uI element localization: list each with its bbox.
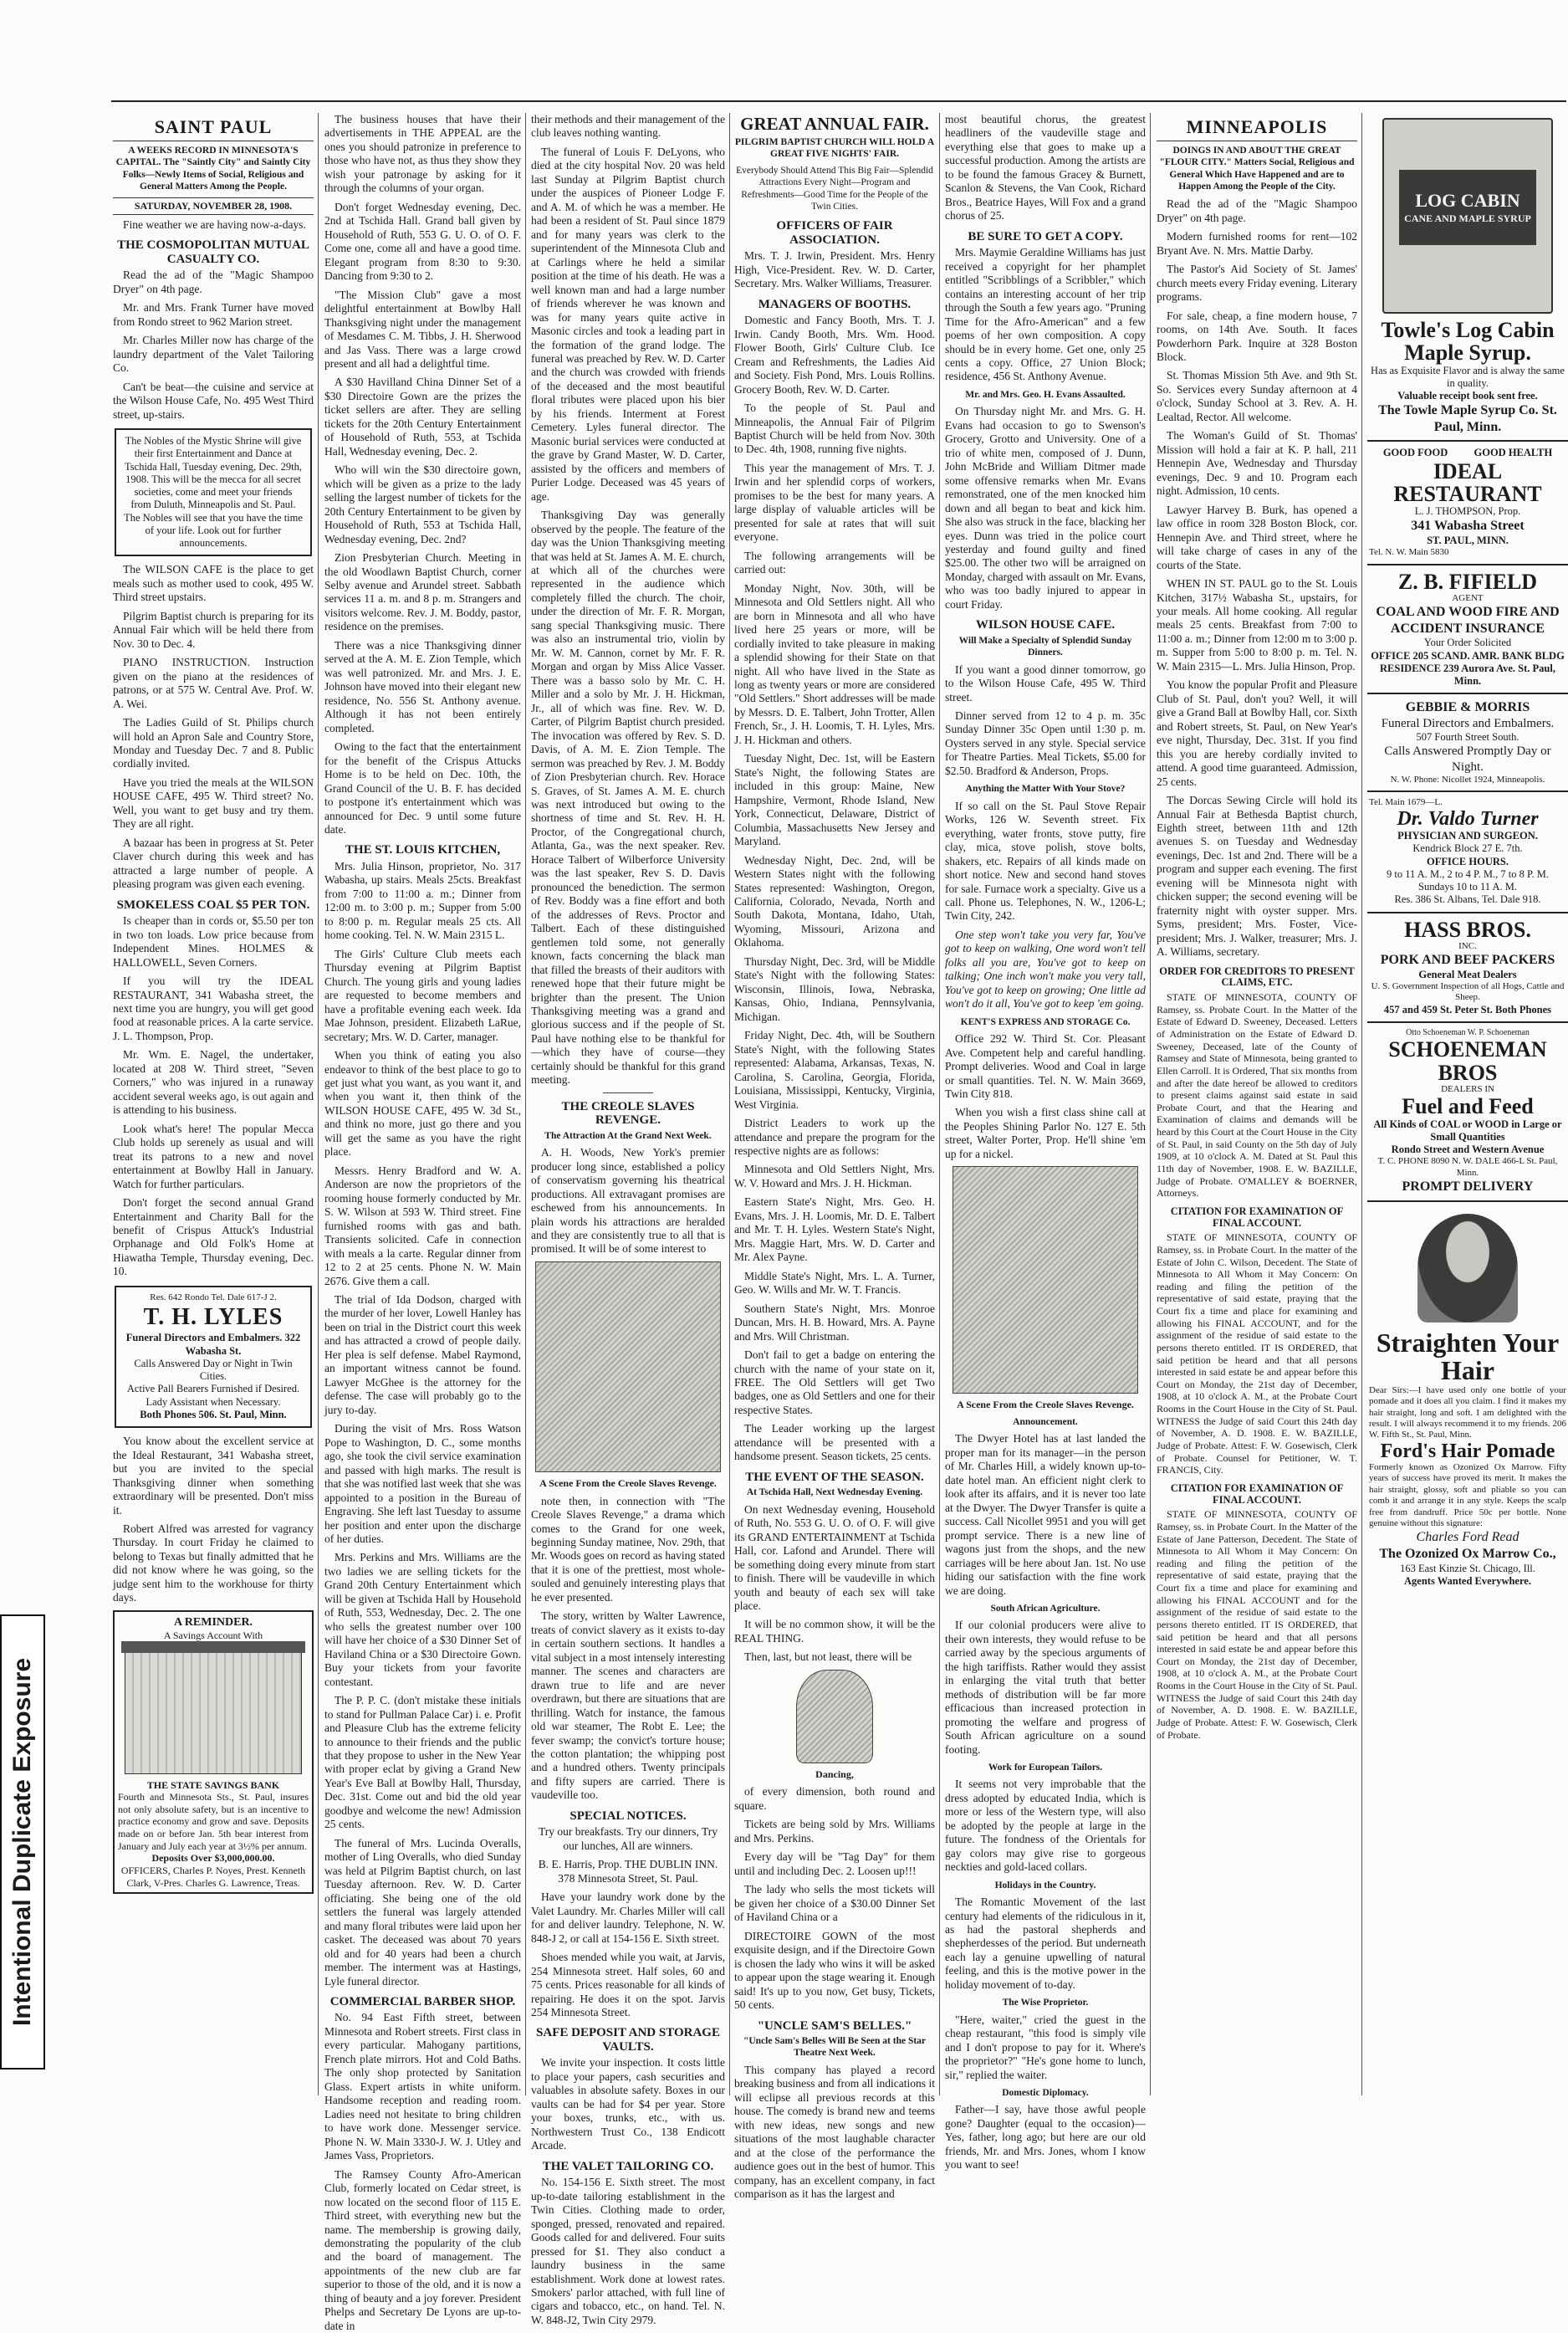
column-3 bbox=[531, 113, 725, 2326]
hair-signature: Charles Ford Read bbox=[1416, 1530, 1519, 1545]
stamp-text: Intentional Duplicate Exposure bbox=[8, 1657, 37, 2027]
item: Shoes mended while you wait, at Jarvis, 254 Minnesota street. Half soles, 60 and 75 cents. Prices reasonable for all kinds of repairing. He does it on the spot. Jarvis 254 Minnesota Street. bbox=[531, 1951, 725, 2018]
subhead: Will Make a Specialty of Splendid Sunday Dinners. bbox=[958, 635, 1132, 658]
headline: "UNCLE SAM'S BELLES." bbox=[757, 2018, 912, 2033]
headline: SMOKELESS COAL $5 PER TON. bbox=[116, 898, 310, 912]
subhead: Domestic Diplomacy. bbox=[1002, 2088, 1089, 2099]
item: This year the management of Mrs. T. J. Irwin and her splendid corps of workers, promises to be the best for many years. A large display of valuable articles will be presented for sale at rates that will suit everyone. bbox=[734, 461, 935, 544]
item: A $30 Havilland China Dinner Set of a $30 Directoire Gown are the prizes the ticket sellers are after. They are selling tickets for the 20th Century Entertainment of Household of Ruth, 553, at Tschida Hall, Wednesday evening, Dec. 2. bbox=[324, 376, 521, 458]
column-minneapolis bbox=[1157, 113, 1357, 2095]
schoeneman-bros-ad bbox=[1367, 1023, 1568, 1202]
item: Wednesday Night, Dec. 2nd, will be Western States night with the following States represented: Washington, Oregon, California, Colorado, Nevada, North and South Dakota, Montana, Idaho, Utah, Wyoming, Missouri, Arizona and Oklahoma. bbox=[734, 853, 935, 949]
item: Mr. Wm. E. Nagel, the undertaker, located at 208 W. Third street, "Seven Corners," who was injured in a runaway accident several weeks ago, is out again and is attending to his business. bbox=[113, 1048, 314, 1117]
woman-portrait-illustration bbox=[1417, 1214, 1518, 1323]
item: You know the popular Profit and Pleasure Club of St. Paul, don't you? Well, it will give a Grand Ball at Bowlby Hall, cor. Sixth and Robert streets, St. Paul, on New Year's eve night, Thursday, Dec. 31st. If you find this you are hereby cordially invited to attend. A good time guaranteed. Admission, 25 cents. bbox=[1157, 678, 1357, 788]
item: This company has played a record breaking business and from all indications it will eclipse all previous records at this house. The comedy is brand new and teems with new ideas, new songs and new situations of the most laughable character and at the close of the performance the audience goes out in the best of humor. This company, has an excellent company, in fact comparison as it has the largest and bbox=[734, 2063, 935, 2200]
fifield-res: RESIDENCE 239 Aurora Ave. St. Paul, Minn. bbox=[1380, 662, 1555, 688]
item: Have you tried the meals at the WILSON HOUSE CAFE, 495 W. Third street? No. Well, you want to get busy and try them. They are all right. bbox=[113, 775, 314, 831]
item: It seems not very improbable that the dress adopted by educated India, which is more or less of the Western type, will also be adopted by the people at large in the future. The fondness of the Orientals for gay colors may give rise to gorgeous neckties and gold-laced collars. bbox=[945, 1778, 1146, 1874]
item: Then, last, but not least, there will be bbox=[744, 1650, 912, 1664]
item: Father—I say, have those awful people gone? Daughter (equal to the occasion)—Yes, father, long ago; but here are our old friends, Mr. and Mrs. Jones, whom I know you want to see! bbox=[945, 2103, 1146, 2172]
sch-coal: All Kinds of COAL or WOOD in Large or Small Quantities bbox=[1373, 1118, 1562, 1143]
item: Thanksgiving Day was generally observed by the people. The feature of the day was the Union Thanksgiving meeting that was held at St. James A. M. E. church, at which all of the churches were represented in the audience which completely filled the church. The choir, under the direction of Mr. F. R. Morgan, sang special Thanksgiving music. There was also an instrumental trio, violin by Mr. W. M. Cannon, cornet by Mr. F. R. Morgan and organ by Miss Alice Vasser. There was a basso solo by Mr. C. H. Miller and a solo by Mr. J. H. Hickman, Jr., all of which was fine. Rev. W. D. Carter, of Pilgrim Baptist church presided. The invocation was offered by Rev. S. D. Davis, of A. M. E. Zion Temple. The sermon was preached by Rev. J. M. Boddy of Zion Presbyterian church. Rev. Horace S. Graves, of St. James A. M. E. church was next introduced but owing to the shortness of time and St. Rev. H. H. Proctor, of the Congregational church, Atlanta, Ga., was the next speaker. Rev. Horace Talbert of Wilberforce University was the last speaker, Rev S. D. Davis pronounced the benediction. The sermon of Rev. Boddy was a fine effort and both of the addresses of Revs. Proctor and Talbert. Each of these distinguished gentlemen told some, not generally known, facts concerning the black man that filled the breasts of their auditors with renewed hope that their future might be brighter than the present. The Union Thanksgiving meeting was a grand and glorious success and if the people of St. Paul have nothing else to be thankful for—which they have of course—they certainly should be thankful for this grand meeting. bbox=[531, 509, 725, 1087]
column-4 bbox=[734, 113, 935, 2200]
fifield-office: OFFICE 205 SCAND. AMR. BANK BLDG bbox=[1371, 649, 1565, 662]
item: WHEN IN ST. PAUL go to the St. Louis Kitchen, 317½ Wabasha St., upstairs, for your meals. All home cooking. All regular meals 25 cents. Breakfast from 7:00 to 11:00 a. m.; Dinner from 12:00 m to 3:00 p. m. Supper from 5:00 to 8:00 p. m. Tel. N. W. Main 2315—L. Mrs. Julia Hinson, Prop. bbox=[1157, 577, 1357, 673]
item: Mrs. Perkins and Mrs. Williams are the two ladies we are selling tickets for the Grand 20th Century Entertainment which will be given at Tschida Hall by Household of Ruth, 553, Wednesday, Dec. 2. The one who sells the greatest number over 100 will have her choice of a $30 Dinner Set of Haviland China or a $30 Directoire Gown. Buy your tickets from your favorite contestant. bbox=[324, 1551, 521, 1688]
legal-headline: CITATION FOR EXAMINATION OF FINAL ACCOUNT. bbox=[1170, 1481, 1344, 1506]
headline: COMMERCIAL BARBER SHOP. bbox=[329, 1994, 516, 2008]
turner-hours-heading: OFFICE HOURS. bbox=[1427, 855, 1509, 867]
item: Don't fail to get a badge on entering the church with the name of your state on it, FREE. The Old Settlers will get Two badges, one as Old Settlers and one for their respective States. bbox=[734, 1348, 935, 1416]
funeral-phone: N. W. Phone: Nicollet 1924, Minneapolis. bbox=[1390, 775, 1545, 785]
item: No. 94 East Fifth street, between Minnesota and Robert streets. First class in every particular. Mahogany partitions, French plate mirrors. Hot and Cold Baths. The only shop protected by Sanitation Glass. Expert artists in white uniform. Handsome reception and reading room. Ladies need not hesitate to bring children to have work done. Messenger service. Phone N. W. Main 3330-J. W. J. Utley and James Vass, Proprietors. bbox=[324, 2011, 521, 2162]
duplicate-exposure-stamp bbox=[0, 1614, 45, 2070]
hair-addr: 163 East Kinzie St. Chicago, Ill. bbox=[1400, 1562, 1535, 1574]
item: Office 292 W. Third St. Cor. Pleasant Ave. Competent help and careful handling. Prompt deliveries. Wood and Coal in large or small quantities. Tel. N. W. Main 3669, Twin City 818. bbox=[945, 1032, 1146, 1100]
item: of every dimension, both round and square. bbox=[734, 1785, 935, 1812]
dept-deck: DOINGS IN AND ABOUT THE GREAT "FLOUR CITY." Matters Social, Religious and General Which Have Happened and are to Happen Among the People of the City. bbox=[1159, 145, 1355, 192]
dateline: SATURDAY, NOVEMBER 28, 1908. bbox=[113, 197, 314, 215]
item: You know about the excellent service at the Ideal Restaurant, 341 Wabasha street, but you are invited to the special Thanksgiving dinner when something extraordinary will be presented. Don't miss it. bbox=[113, 1435, 314, 1517]
ideal-restaurant-ad bbox=[1367, 442, 1568, 565]
towle-co: The Towle Maple Syrup Co. St. Paul, Minn. bbox=[1378, 403, 1557, 434]
item: On Thursday night Mr. and Mrs. G. H. Evans had occasion to go to Swenson's Grocery, Grotto and University. One of a trio of white men, composed of J. Dunn, John McBride and William Ditmer made some offensive remarks when Mr. Evans remonstrated, one of the men knocked him down and all began to beat and kick him. She also was struck in the face, blacking her eyes. Dunn was tried in the police court yesterday and found guilty and fined $25.00. The other two will be arraigned on Monday, charged with assault on Mr. Evans, who was too badly injured to appear in court Friday. bbox=[945, 405, 1146, 611]
item: If you want a good dinner tomorrow, go to the Wilson House Cafe, 495 W. Third street. bbox=[945, 663, 1146, 703]
subhead: KENT'S EXPRESS AND STORAGE Co. bbox=[960, 1016, 1131, 1027]
item: A bazaar has been in progress at St. Peter Claver church during this week and has attracted a large number of people. A pleasing program was given each evening. bbox=[113, 836, 314, 891]
fifield-sub: AGENT bbox=[1452, 592, 1484, 603]
item: To the people of St. Paul and Minneapolis, the Annual Fair of Pilgrim Baptist Church will be held from Nov. 30th to Dec. 4th, 1908, running five nights. bbox=[734, 402, 935, 456]
item: Look what's here! The popular Mecca Club holds up serenely as usual and will treat its patrons to a new and novel entertainment at Bowlby Hall in January. Watch for further particulars. bbox=[113, 1122, 314, 1190]
sch-phone: T. C. PHONE 8090 N. W. DALE 466-L St. Paul, Minn. bbox=[1377, 1156, 1558, 1178]
item: The Leader working up the largest attendance will be presented with a handsome present. Season tickets, 25 cents. bbox=[734, 1422, 935, 1463]
divider bbox=[603, 1092, 653, 1093]
creole-scene-illustration-2 bbox=[953, 1166, 1138, 1394]
subhead: Anything the Matter With Your Stove? bbox=[965, 784, 1126, 795]
subhead: South African Agriculture. bbox=[990, 1603, 1101, 1614]
headline: THE CREOLE SLAVES REVENGE. bbox=[561, 1099, 695, 1128]
fifield-line: COAL AND WOOD FIRE AND ACCIDENT INSURANCE bbox=[1376, 605, 1560, 636]
turner-hours: 9 to 11 A. M., 2 to 4 P. M., 7 to 8 P. M. Sundays 10 to 11 A. M. bbox=[1386, 867, 1550, 893]
item: The Ramsey County Afro-American Club, formerly located on Cedar street, is now located on the second floor of 115 E. Third street, with everything new but the name. The membership is growing daily, demonstrating the popularity of the club and the board of management. The appointments of the new club are far superior to those of the old, and it is now a thing of beauty and a joy forever. President Phelps and Secretary De Lyons are up-to-date in bbox=[324, 2167, 521, 2332]
item: Dinner served from 12 to 4 p. m. 35c Sunday Dinner 35c Open until 1:30 p. m. Oysters served in any style. Special service for Theatre Parties. Meal Tickets, $5.00 for $2.50. Bradford & Anderson, Props. bbox=[945, 709, 1146, 777]
lyles-ad bbox=[115, 1286, 312, 1428]
headline: WILSON HOUSE CAFE. bbox=[975, 618, 1116, 632]
reminder-sub: A Savings Account With bbox=[163, 1629, 263, 1641]
item: Minnesota and Old Settlers Night, Mrs. W. V. Howard and Mrs. J. H. Hickman. bbox=[734, 1163, 935, 1190]
bank-building-illustration bbox=[125, 1647, 302, 1774]
item: their methods and their management of the club leaves nothing wanting. bbox=[531, 113, 725, 140]
item: We invite your inspection. It costs little to place your papers, cash securities and valuables in absolute safety. Boxes in our vaults can be had for $4 per year. Store your boxes, trunks, etc., with us. Northwestern Trust Co., 138 Endicott Arcade. bbox=[531, 2056, 725, 2152]
item: The Pastor's Aid Society of St. James' church meets every Friday evening. Literary programs. bbox=[1157, 263, 1357, 304]
item: The Dwyer Hotel has at last landed the proper man for its manager—in the person of Mr. Charles Hill, a widely known up-to-date hotel man. An efficient night clerk to look after its affairs, and it is never too late at the Dwyer. The Dwyer Transfer is quite a success. Call Nicollet 9951 and you will get prompt service. There is a new line of wagons just from the shops, and the new carriages will be here about Jan. 1st. No use hiding our satisfaction with the fine work we are doing. bbox=[945, 1432, 1146, 1597]
sch-top: Otto Schoeneman W. P. Schoeneman bbox=[1406, 1028, 1530, 1038]
item: Mrs. T. J. Irwin, President. Mrs. Henry High, Vice-President. Rev. W. D. Carter, Secretary. Mrs. Walker Williams, Treasurer. bbox=[734, 249, 935, 290]
headline: BE SURE TO GET A COPY. bbox=[968, 229, 1123, 243]
item: Tickets are being sold by Mrs. Williams and Mrs. Perkins. bbox=[734, 1818, 935, 1844]
towle-text: Has as Exquisite Flavor and is alway the same in quality. bbox=[1371, 364, 1565, 389]
legal-notice: STATE OF MINNESOTA, COUNTY OF Ramsey, ss. in Probate Court. In the matter of the Estate of John C. Wilson, Decedent. The State of Minnesota to All Whom it May Concern: On reading and filing the petition of the representative of said estate, praying that the Court fix a time and place for examining and allowing his FINAL ACCOUNT, and for the assignment of the residue of said estate to the persons thereto entitled. IT IS ORDERED, that said petition be heard and that all persons interested in said estate be and appear before this Court on Monday, the 21st day of December, 1908, at 10 o'clock A. M., at the Probate Court Rooms in the Court House in the City of St. Paul. WITNESS the Judge of said Court this 24th day of November, A. D. 1908. E. W. BAZILLE, Judge of Probate. Attest: F. W. Gosewisch, Clerk of Probate. Counsel for Petitioner, W. T. FRANCIS, City. bbox=[1157, 1231, 1357, 1476]
subhead: PILGRIM BAPTIST CHURCH WILL HOLD A GREAT FIVE NIGHTS' FAIR. bbox=[734, 137, 935, 160]
lyles-tel: Res. 642 Rondo Tel. Dale 617-J 2. bbox=[150, 1292, 277, 1302]
item: The Girls' Culture Club meets each Thursday evening at Pilgrim Baptist Church. The young girls and young ladies are requested to become members and have a profitable evening each week. Ida Mae Johnson, president. Elizabeth LaRue, secretary; Mrs. W. D. Carter, manager. bbox=[324, 947, 521, 1043]
item: The story, written by Walter Lawrence, treats of convict slavery as it exists to-day in certain southern sections. It handles a vital subject in a most intensely interesting manner. The scenes and characters are drawn true to life and are never overdrawn, but there are situations that are thrilling. Watch for instance, the famous old war steamer, The Robt E. Lee; the fever swamp; the convict's torture house; the cotton plantation; the whipping post and a hundred others. Twenty principals and fifty supers are carried. There is vaudeville too. bbox=[531, 1609, 725, 1802]
item: Middle State's Night, Mrs. L. A. Turner, Geo. W. Wills and Mr. W. T. Francis. bbox=[734, 1269, 935, 1297]
item: Robert Alfred was arrested for vagrancy Thursday. In court Friday he claimed to belong to Texas but finally admitted that he did not know where he was going, so the judge sent him to the workhouse for thirty days. bbox=[113, 1522, 314, 1604]
turner-block: Kendrick Block 27 E. 7th. bbox=[1412, 842, 1523, 855]
headline: SAFE DEPOSIT AND STORAGE VAULTS. bbox=[536, 2026, 720, 2054]
item: During the visit of Mrs. Ross Watson Pope to Washington, D. C., some months ago, she took the civil service examination and passed with high marks. The result is that she was notified last week that she was appointed to a position in the Bureau of Engraving. She left last Tuesday to assume her position and enter upon the discharge of her duties. bbox=[324, 1422, 521, 1545]
headline: MANAGERS OF BOOTHS. bbox=[758, 297, 912, 311]
hair-title: Straighten Your Hair bbox=[1376, 1327, 1560, 1386]
funeral-directors-ad bbox=[1367, 694, 1568, 792]
fifield-solicit: Your Order Solicited bbox=[1423, 637, 1512, 649]
hass-name: HASS BROS. bbox=[1404, 917, 1531, 942]
ideal-tel: Tel. N. W. Main 5830 bbox=[1369, 547, 1449, 558]
column-advertisements bbox=[1367, 113, 1568, 2095]
item: The P. P. C. (don't mistake these initials to stand for Pullman Palace Car) i. e. Profit and Pleasure Club has the extreme felicity to announce to their friends and the public that they propose to usher in the New Year with proper eclat by giving a Grand New Year's Eve Ball at Bowlby Hall, Thursday, Dec. 31st. Come out and bid the old year goodbye and welcome the new! Admission 25 cents. bbox=[324, 1694, 521, 1831]
column-divider bbox=[318, 113, 319, 2095]
item: The Dorcas Sewing Circle will hold its Annual Fair at Bethesda Baptist church, Eighth street, between 11th and 12th avenues S. on Tuesday and Wednesday evenings, Dec. 1st and 2nd. There will be a program and supper each evening. The first evening will be Minnesota night with chicken supper; the second evening will be fraternity night with oyster supper. Mrs. Syms, president; Mrs. Foster, Vice-president; Mrs. J. Walker, treasurer; Mrs. J. A. Williams, secretary. bbox=[1157, 794, 1357, 959]
illustration-caption: Dancing, bbox=[815, 1768, 854, 1780]
item: Pilgrim Baptist church is preparing for its Annual Fair which will be held there from Nov. 30 to Dec. 4. bbox=[113, 609, 314, 650]
sch-fuel: Fuel and Feed bbox=[1402, 1094, 1534, 1119]
hass-insp: U. S. Government Inspection of all Hogs, Cattle and Sheep. bbox=[1371, 981, 1565, 1003]
item: No. 154-156 E. Sixth street. The most up-to-date tailoring establishment in the Twin Cities. Clothing made to order, sponged, pressed, renovated and repaired. Goods called for and delivered. Four suits pressed for $1. They also conduct a laundry business in the same establishment. Work done at lowest rates. Smokers' parlor attached, with full line of cigars and tobacco, etc., on hand. Tel. N. W. 848-J2, Twin City 2979. bbox=[531, 2176, 725, 2326]
hass-inc: INC. bbox=[1458, 940, 1477, 951]
item: The Ladies Guild of St. Philips church will hold an Apron Sale and Country Store, Monday and Tuesday Dec. 7 and 8. Public cordially invited. bbox=[113, 716, 314, 770]
item: Mr. and Mrs. Frank Turner have moved from Rondo street to 962 Marion street. bbox=[113, 301, 314, 328]
item: The trial of Ida Dodson, charged with the murder of her lover, Lowell Hanley has been on trial in the District court this week and has attracted a crowd of people daily. Her plea is self defense. Mabel Raymond, an important witness cannot be found. Lawyer McGhee is the attorney for the defense. The case will probably go to the jury to-day. bbox=[324, 1293, 521, 1416]
item: The lady who sells the most tickets will be given her choice of a $30.00 Dinner Set of Haviland China or a bbox=[734, 1883, 935, 1924]
item: Monday Night, Nov. 30th, will be Minnesota and Old Settlers night. All who are born in Minnesota and all who have lived here 25 years or more, will be cordially invited to take pleasure in making a splendid showing for their State on that night. All who have lived in the State as long as twenty years or more are considered "Old Settlers." Short addresses will be made by Messrs. D. E. Talbert, John Trotter, Allen French, Sr., J. H. Loomis, T. H. Lyles, Mrs. J. H. Hickman and others. bbox=[734, 581, 935, 746]
item: Friday Night, Dec. 4th, will be Southern State's Night, with the following States represented: Alabama, Arkansas, Texas, N. Carolina, S. Carolina, Georgia, Florida, Louisiana, Mississippi, Kentucky, Virginia, West Virginia. bbox=[734, 1029, 935, 1111]
headline: THE EVENT OF THE SEASON. bbox=[745, 1470, 924, 1484]
towle-book: Valuable receipt book sent free. bbox=[1397, 390, 1538, 402]
column-divider bbox=[939, 113, 940, 2095]
funeral-addr: 507 Fourth Street South. bbox=[1416, 731, 1519, 744]
hair-co: The Ozonized Ox Marrow Co., bbox=[1379, 1546, 1556, 1561]
top-rule bbox=[111, 100, 1566, 102]
item: It will be no common show, it will be the REAL THING. bbox=[734, 1618, 935, 1645]
item: If you will try the IDEAL RESTAURANT, 341 Wabasha street, the next time you are hungry, you will get good food at reasonable prices. A la carte service. J. L. Thompson, Prop. bbox=[113, 975, 314, 1042]
subhead: Announcement. bbox=[1013, 1416, 1078, 1427]
item: Domestic and Fancy Booth, Mrs. T. J. Irwin. Candy Booth, Mrs. Wm. Hood. Flower Booth, Girls' Culture Club. Ice Cream and Refreshments, the Ladies Aid and Society. Fish Pond, Mrs. Louis Rollins. Grocery Booth, Rev. W. D. Carter. bbox=[734, 314, 935, 396]
item: When you think of eating you also endeavor to think of the best place to go to get just what you want, as you want it, and when you want it, then think of the WILSON HOUSE CAFE, 495 W. 3d St., and think no more, just go there and you will get the same as you have the right place. bbox=[324, 1049, 521, 1159]
headline-great-annual-fair: GREAT ANNUAL FAIR. bbox=[740, 114, 929, 134]
item: Don't forget Wednesday evening, Dec. 2nd at Tschida Hall. Grand ball given by Household of Ruth, 553 G. U. O. of O. F. Come one, come all and have a good time. Elegant program from 8:30 to 9:30. Dancing from 9:30 to 2. bbox=[324, 200, 521, 283]
item: "Here, waiter," cried the guest in the cheap restaurant, "this food is simply vile and I don't propose to pay for it. Where's the proprietor?" "He's gone home to lunch, sir," replied the waiter. bbox=[945, 2013, 1146, 2081]
fifield-ad bbox=[1367, 565, 1568, 695]
item: Southern State's Night, Mrs. Monroe Duncan, Mrs. H. B. Howard, Mrs. A. Payne and Mrs. Will Christman. bbox=[734, 1302, 935, 1343]
legal-notice: STATE OF MINNESOTA, COUNTY OF Ramsey, ss. in Probate Court. In the Matter of the Estate of Jane Patterson, Decedent. The State of Minnesota to All Whom it May Concern: On reading and filing the petition of the representative of said estate, praying that the Court fix a time and place for examining and allowing his FINAL ACCOUNT and for the assignment of the residue of said estate to the persons thereto entitled. IT IS ORDERED, that said petition be heard and that all persons interested in said estate be and appear before this Court on Monday, the 21st day of December, 1908, at 10 o'clock A. M., at the Probate Court Rooms in the Court House in the City of St. Paul. WITNESS the Judge of said Court this 24th day of November, A. D. 1908. E. W. BAZILLE, Judge of Probate. Attest: F. W. Gosewisch, Clerk of Probate. bbox=[1157, 1508, 1357, 1741]
item: For sale, cheap, a fine modern house, 7 rooms, on 14th Ave. South. It faces Powderhorn Park. Inquire at 328 Boston Block. bbox=[1157, 309, 1357, 364]
hair-name: Ford's Hair Pomade bbox=[1380, 1440, 1555, 1462]
headline: OFFICERS OF FAIR ASSOCIATION. bbox=[776, 219, 893, 247]
turner-title: PHYSICIAN AND SURGEON. bbox=[1397, 830, 1538, 842]
subhead: The Wise Proprietor. bbox=[1002, 1998, 1089, 2008]
item: St. Thomas Mission 5th Ave. and 9th St. So. Services every Sunday afternoon at 4 o'clock, Sunday School at 3. Rev. A. H. Lealtad, Rector. All welcome. bbox=[1157, 369, 1357, 423]
sch-delivery: PROMPT DELIVERY bbox=[1402, 1179, 1534, 1195]
item: Can't be beat—the cuisine and service at the Wilson House Cafe, No. 495 West Third street, up-stairs. bbox=[113, 380, 314, 421]
turner-res: Res. 386 St. Albans, Tel. Dale 918. bbox=[1394, 893, 1541, 906]
item: Is cheaper than in cords or, $5.50 per ton in two ton loads. Low price because from Independent Mines. HOLMES & HALLOWELL, Seven Corners. bbox=[113, 914, 314, 969]
headline: THE ST. LOUIS KITCHEN, bbox=[345, 843, 501, 857]
item: When you wish a first class shine call at the Peoples Shining Parlor No. 127 E. 5th street, Walter Porter, Prop. He'll shine 'em up for a nickel. bbox=[945, 1106, 1146, 1160]
item: There was a nice Thanksgiving dinner served at the A. M. E. Zion Temple, which was well patronized. Mr. and Mrs. J. E. Johnson have moved into their elegant new residence, No. 556 St. Anthony avenue. Although it has not been entirely completed. bbox=[324, 638, 521, 734]
illustration-caption: A Scene From the Creole Slaves Revenge. bbox=[539, 1476, 717, 1489]
dept-title-saint-paul: SAINT PAUL bbox=[113, 116, 314, 141]
bank-officers: OFFICERS, Charles P. Noyes, Prest. Kenneth Clark, V-Pres. Charles G. Lawrence, Treas. bbox=[120, 1864, 306, 1889]
item: Tuesday Night, Dec. 1st, will be Eastern State's Night, the following States are included in this group: Maine, New Hampshire, Vermont, Rhode Island, New York, Connecticut, Delaware, District of Columbia, Massachusetts New Jersey and Maryland. bbox=[734, 752, 935, 848]
funeral-name: GEBBIE & MORRIS bbox=[1405, 700, 1530, 715]
item: The funeral of Louis F. DeLyons, who died at the city hospital Nov. 20 was held last Sunday at Pilgrim Baptist church under the auspices of Pioneer Lodge F. and A. M. of which he was a member. He had been a resident of St. Paul since 1879 and for many years was clerk to the superintendent of the Minnesota Club and at Carlings where he held a similar position at the time of his death. He was a well known man and had a large number of friends wherever he was known and was for many years quite active in Masonic circles and took a leading part in the formation of the grand lodge. The funeral was preached by Rev. W. D. Carter and the church was crowded with friends of the deceased and the most beautiful floral tributes were placed upon his bier by his friends. Interment at Forest Cemetery. Lyles funeral director. The Masonic burial services were conducted at the grave by Grand Master, W. D. Carter, assisted by the officers and members of Purier Lodge. Deceased was 45 years of age. bbox=[531, 145, 725, 503]
dept-deck: A WEEKS RECORD IN MINNESOTA'S CAPITAL. The "Saintly City" and Saintly City Folks—Newly Items of Social, Religious and General Matters Among the People. bbox=[115, 145, 311, 192]
subhead: Mr. and Mrs. Geo. H. Evans Assaulted. bbox=[965, 389, 1126, 400]
item: Mr. Charles Miller now has charge of the laundry department of the Valet Tailoring Co. bbox=[113, 334, 314, 375]
item: Don't forget the second annual Grand Entertainment and Charity Ball for the benefit of Crispus Attuck's Industrial Orphanage and Old Folk's Home at Hiawatha Temple, Thursday evening, Dec. 10. bbox=[113, 1196, 314, 1278]
reminder-title: A REMINDER. bbox=[173, 1615, 253, 1629]
item: The following arrangements will be carried out: bbox=[734, 549, 935, 576]
lyles-phones: Both Phones 506. St. Paul, Minn. bbox=[140, 1408, 287, 1420]
item: One step won't take you very far, You've got to keep on walking, One word won't tell folks all you are, You've got to keep on talking; One inch won't make you very tall, You've got to keep on growing; One little ad won't do it all, You've got to keep 'em going. bbox=[945, 928, 1146, 1010]
subhead: The Attraction At the Grand Next Week. bbox=[544, 1130, 712, 1141]
item: Eastern State's Night, Mrs. Geo. H. Evans, Mrs. J. H. Loomis, Mr. D. E. Talbert and Mr. T. H. Lyles. Western State's Night, Mrs. Maggie Hart, Mrs. W. D. Carter and Mr. Alex Payne. bbox=[734, 1195, 935, 1264]
legal-headline: ORDER FOR CREDITORS TO PRESENT CLAIMS, ETC. bbox=[1159, 964, 1355, 989]
item: Read the ad of the "Magic Shampoo Dryer" on 4th page. bbox=[1157, 197, 1357, 224]
item: On next Wednesday evening, Household of Ruth, No. 553 G. U. O. of O. F. will give its GRAND ENTERTAINMENT at Tschida Hall, cor. Lafond and Arundel. There will be something doing every minute from start to finish. There will be vaudeville in which youth and beauty of each sex will take place. bbox=[734, 1502, 935, 1612]
column-divider bbox=[1150, 113, 1151, 2095]
lyles-name: T. H. LYLES bbox=[143, 1304, 283, 1331]
item: DIRECTOIRE GOWN of the most exquisite design, and if the Directoire Gown is chosen the lady who wins it will be asked to appear upon the stage wearing it. Enough said! It's up to you now, Get busy, Tickets, 50 cents. bbox=[734, 1929, 935, 2012]
item: The funeral of Mrs. Lucinda Overalls, mother of Ling Overalls, who died Sunday was held at Pilgrim Baptist church, on last Tuesday afternoon. Rev. W. D. Carter officiating. She being one of the old settlers the funeral was largely attended and many floral tributes were laid upon her casket. The deceased was about 70 years old and for 40 years had been a church member. The interment was at Hastings, Lyle funeral director. bbox=[324, 1836, 521, 1988]
item: Thursday Night, Dec. 3rd, will be Middle State's Night with the following States: Wisconsin, Illinois, Iowa, Nebraska, Kansas, Ohio, Indiana, Pennsylvania, Michigan. bbox=[734, 954, 935, 1023]
bank-deposits: Deposits Over $3,000,000.00. bbox=[151, 1852, 275, 1865]
mystic-shrine-notice: The Nobles of the Mystic Shrine will give their first Entertainment and Dance at Tschida Hall, Tuesday evening, Dec. 29th, 1908. This will be the mecca for all secret societies, come and meet your friends from Duluth, Minneapolis and St. Paul. The Nobles will see that you have the time of your life. Look out for further announcements. bbox=[115, 428, 312, 556]
item: note then, in connection with "The Creole Slaves Revenge," a drama which comes to the Grand for one week, beginning Sunday matinee, Nov. 29th, that Mr. Woods goes on record as having stated that it is one of the prettiest, most whole-souled and genuinely interesting plays that he ever presented. bbox=[531, 1494, 725, 1604]
dept-title-minneapolis: MINNEAPOLIS bbox=[1157, 116, 1357, 141]
hair-text: Dear Sirs:—I have used only one bottle of your pomade and it does all you claim. I find it makes my hair straight, long and soft. I am delighted with the result. I will always recommend it to my friends. 206 W. Fifth St., St. Paul, Minn. bbox=[1369, 1384, 1566, 1440]
ideal-addr: 341 Wabasha Street bbox=[1411, 519, 1525, 534]
tin-sub: CANE AND MAPLE SYRUP bbox=[1404, 212, 1531, 225]
item: The WILSON CAFE is the place to get meals such as mother used to cook, 495 W. Third street upstairs. bbox=[113, 563, 314, 604]
ideal-top: GOOD FOOD GOOD HEALTH bbox=[1382, 447, 1553, 459]
column-divider bbox=[1361, 113, 1362, 2095]
item: A. H. Woods, New York's premier producer long since, established a policy of conservatism governing his theatrical productions. All extravagant promises are eschewed from his announcements. In plain words his attractions are heralded and they are consistently true to all that is promised. It will be of some interest to bbox=[531, 1146, 725, 1256]
ideal-city: ST. PAUL, MINN. bbox=[1427, 534, 1509, 546]
ideal-name: IDEAL RESTAURANT bbox=[1393, 458, 1542, 506]
bank-name: THE STATE SAVINGS BANK bbox=[146, 1778, 280, 1791]
item: Lawyer Harvey B. Burk, has opened a law office in room 328 Boston Block, cor. Hennepin Ave. and Third street, where he will take charge of cases in any of the courts of the State. bbox=[1157, 503, 1357, 571]
sch-name: SCHOENEMAN BROS bbox=[1388, 1037, 1547, 1085]
item: Every day will be "Tag Day" for them until and including Dec. 2. Loosen up!!! bbox=[734, 1850, 935, 1877]
ideal-prop: L. J. THOMPSON, Prop. bbox=[1414, 505, 1521, 518]
item: Who will win the $30 directoire gown, which will be given as a prize to the lady selling the largest number of tickets for the 20th Century Entertainment to be given by Household of Ruth, 553 at Tschida Hall, Wednesday evening, Dec. 2nd? bbox=[324, 463, 521, 545]
lyles-calls: Calls Answered Day or Night in Twin Cities. bbox=[134, 1357, 293, 1383]
bank-text: Fourth and Minnesota Sts., St. Paul, insures not only absolute safety, but is an incentive to practice economy and grow and save. Deposits made on or before Jan. 5th bear interest from January and July each year at 3½% per annum. bbox=[118, 1791, 309, 1852]
towle-title: Towle's Log Cabin Maple Syrup. bbox=[1381, 318, 1555, 366]
item: most beautiful chorus, the greatest headliners of the vaudeville stage and everything else that goes to make up a successful production. Among the artists are to be found the famous Gracey & Burnett, Scanlon & Stevens, the Van Cook, Richard Bros., Beatrice Hayes, Will Fox and a grand chorus of 25. bbox=[945, 113, 1146, 223]
turner-name: Dr. Valdo Turner bbox=[1397, 807, 1539, 830]
illustration-caption: A Scene From the Creole Slaves Revenge. bbox=[957, 1399, 1134, 1411]
column-2 bbox=[324, 113, 521, 2332]
item: Modern furnished rooms for rent—102 Bryant Ave. N. Mrs. Mattie Darby. bbox=[1157, 230, 1357, 257]
notice: Try our breakfasts. Try our dinners, Try our lunches, All are winners. bbox=[538, 1825, 718, 1852]
headline: THE VALET TAILORING CO. bbox=[542, 2159, 714, 2173]
item: The Woman's Guild of St. Thomas' Mission will hold a fair at K. P. hall, 211 Hennepin Ave, Wednesday and Thursday evenings, Dec. 9 and 10. Program each night. Admission, 10 cents. bbox=[1157, 429, 1357, 498]
column-divider bbox=[729, 113, 730, 2095]
hass-bros-ad bbox=[1367, 913, 1568, 1024]
subhead: At Tschida Hall, Next Wednesday Evening. bbox=[746, 1487, 923, 1498]
newspaper-page bbox=[46, 0, 1566, 2332]
headline: SPECIAL NOTICES. bbox=[569, 1809, 687, 1823]
lyles-bearers: Active Pall Bearers Furnished if Desired. Lady Assistant when Necessary. bbox=[126, 1383, 300, 1408]
sch-addr: Rondo Street and Western Avenue bbox=[1391, 1143, 1545, 1156]
subhead: Work for European Tailors. bbox=[988, 1763, 1103, 1773]
legal-notice: STATE OF MINNESOTA, COUNTY OF Ramsey, ss. Probate Court. In the Matter of the Estate of Edward D. Sweeney, Deceased. Letters of Administration on the Estate of Edward D. Sweeney, Deceased, late of the County of Ramsey and State of Minnesota, being granted to Ellen Carroll. It is Ordered, That six months from and after the date hereof be allowed to creditors to present claims against said estate in said Probate Court, and that the Hearing and Examination of claims and demands will be heard by this Court at the Court House in the City of St. Paul, in said County on the 5th day of July 1909, at 10 o'clock A. M. Dated at St. Paul this 11th day of November, 1908. E. W. BAZILLE, Judge of Probate. O'MALLEY & BOERNER, Attorneys. bbox=[1157, 991, 1357, 1200]
item: PIANO INSTRUCTION. Instruction given on the piano at the residences of patrons, or at 575 W. Central Ave. Prof. W. A. Wei. bbox=[113, 656, 314, 710]
item: Fine weather we are having now-a-days. bbox=[123, 217, 306, 231]
dancer-illustration bbox=[796, 1670, 873, 1763]
item: Mrs. Maymie Geraldine Williams has just received a copyright for her phamplet entitled "Scribblings of a Scribbler," which contains an interesting account of her trip through the South a few years ago. "Pruning Time for the Afro-American" and a few poems of her own composition. A copy should be in every home. Get one, only 25 cents a copy. Office, 27 Union Block; residence, 456 St. Anthony Avenue. bbox=[945, 246, 1146, 383]
legal-headline: CITATION FOR EXAMINATION OF FINAL ACCOUNT. bbox=[1170, 1205, 1344, 1229]
hass-line: PORK AND BEEF PACKERS bbox=[1380, 953, 1555, 968]
notice-signature: B. E. Harris, Prop. THE DUBLIN INN. 378 Minnesota Street, St. Paul. bbox=[538, 1858, 718, 1885]
state-savings-bank-ad bbox=[113, 1610, 314, 1894]
fifield-name: Z. B. FIFIELD bbox=[1397, 569, 1538, 594]
headline: THE COSMOPOLITAN MUTUAL CASUALTY CO. bbox=[117, 238, 309, 266]
towle-syrup-ad bbox=[1367, 113, 1568, 442]
subhead: "Uncle Sam's Belles Will Be Seen at the Star Theatre Next Week. bbox=[743, 2036, 927, 2059]
hass-addr: 457 and 459 St. Peter St. Both Phones bbox=[1383, 1003, 1552, 1016]
fords-hair-pomade-ad bbox=[1367, 1202, 1568, 1593]
column-saint-paul bbox=[113, 113, 314, 2095]
turner-tel: Tel. Main 1679—L. bbox=[1369, 797, 1443, 808]
item: Messrs. Henry Bradford and W. A. Anderson are now the proprietors of the rooming house formerly conducted by Mr. S. W. Wilson at 593 W. Third street. Fine furnished rooms with gas and bath. Transients solicited. Cafe in connection with meals a la carte. Regular dinner from 12 to 2 at 25 cents. Phone N. W. Main 2676. Give them a call. bbox=[324, 1164, 521, 1287]
column-5 bbox=[945, 113, 1146, 2172]
item: Have your laundry work done by the Valet Laundry. Mr. Charles Miller will call for and deliver laundry. Telephone, N. W. 848-J 2, or call at 154-156 E. Sixth street. bbox=[531, 1890, 725, 1945]
item: Mrs. Julia Hinson, proprietor, No. 317 Wabasha, up stairs. Meals 25cts. Breakfast from 7:00 to 11:00 a. m.; Dinner from 12:00 m. to 3:00 p. m.; Supper from 5:00 to 8:00 p. m. Regular meals 25 cts. All home cooking. Tel. N. W. Main 2315 L. bbox=[324, 859, 521, 942]
subhead: Everybody Should Attend This Big Fair—Splendid Attractions Every Night—Program and Refreshments—Good Time for the People of the Twin Cities. bbox=[736, 165, 933, 212]
item: District Leaders to work up the attendance and prepare the program for the respective nights are as follows: bbox=[734, 1117, 935, 1157]
tin-brand: LOG CABIN bbox=[1415, 190, 1520, 212]
hair-agents: Agents Wanted Everywhere. bbox=[1404, 1574, 1531, 1587]
subhead: Holidays in the Country. bbox=[994, 1880, 1096, 1890]
item: If our colonial producers were alive to their own interests, they would refuse to be carried away by the specious arguments of the high tariffists. Rather would they assist in enlarging the vital truth that better methods of distribution will be far more efficacious than increased protection in promoting the welfare and progress of South African agriculture on a sound footing. bbox=[945, 1619, 1146, 1756]
item: Read the ad of the "Magic Shampoo Dryer" on 4th page. bbox=[113, 269, 314, 295]
dr-turner-ad bbox=[1367, 792, 1568, 913]
item: The business houses that have their advertisements in THE APPEAL are the ones you should patronize in preference to those who have not, as thus they show they wish your patronage by asking for it through the columns of your organ. bbox=[324, 113, 521, 195]
funeral-sub: Funeral Directors and Embalmers. bbox=[1381, 716, 1555, 730]
item: "The Mission Club" gave a most delightful entertainment at Bowlby Hall Thanksgiving night under the management of Mesdames C. M. Tibbs, J. H. Sherwood and Jas Vass. There was a large crowd present and all had a delightful time. bbox=[324, 288, 521, 370]
syrup-tin-illustration bbox=[1382, 118, 1553, 314]
creole-scene-illustration bbox=[535, 1261, 721, 1472]
funeral-calls: Calls Answered Promptly Day or Night. bbox=[1384, 744, 1551, 774]
item: Owing to the fact that the entertainment for the benefit of the Crispus Attucks Home is to be held on Dec. 10th, the Grand Council of the U. B. F. has decided to postpone it's entertainment which was announced for Dec. 9 until some future date. bbox=[324, 740, 521, 836]
hair-desc: Formerly known as Ozonized Ox Marrow. Fifty years of success have proved its merit. It makes the hair straight, glossy, soft and pliable so you can comb it and arrange it in any style. Keeps the scalp free from dandruff. Price 50c per bottle. None genuine without this signature: bbox=[1369, 1462, 1566, 1529]
column-divider bbox=[525, 113, 526, 2095]
item: Zion Presbyterian Church. Meeting in the old Woodlawn Baptist Church, corner Selby avenue and Arundel street. Sabbath services 11 a. m. and 8 p. m. Strangers and visitors welcome. Rev. J. M. Boddy, pastor, residence on the premises. bbox=[324, 551, 521, 633]
item: If so call on the St. Paul Stove Repair Works, 126 W. Seventh street. Fix everything, water fronts, stove putty, fire clay, mica, stove polish, stove bolts, shakers, etc. Repairs of all kinds made on short notice. New and second hand stoves for sale. Furnace work a specialty. Give us a call. Phone us. Telephones, N. W., 1206-L; Twin City, 242. bbox=[945, 799, 1146, 923]
sch-dealers: DEALERS IN bbox=[1441, 1083, 1494, 1094]
lyles-sub: Funeral Directors and Embalmers. 322 Wabasha St. bbox=[125, 1332, 301, 1357]
item: The Romantic Movement of the last century had elements of the ridiculous in it, as had the pastoral shepherds and shepherdesses of the period. But underneath each lay a genuine upwelling of natural feeling, and this is the motive power in the holiday movement of to-day. bbox=[945, 1896, 1146, 1991]
hass-sub: General Meat Dealers bbox=[1418, 968, 1517, 980]
